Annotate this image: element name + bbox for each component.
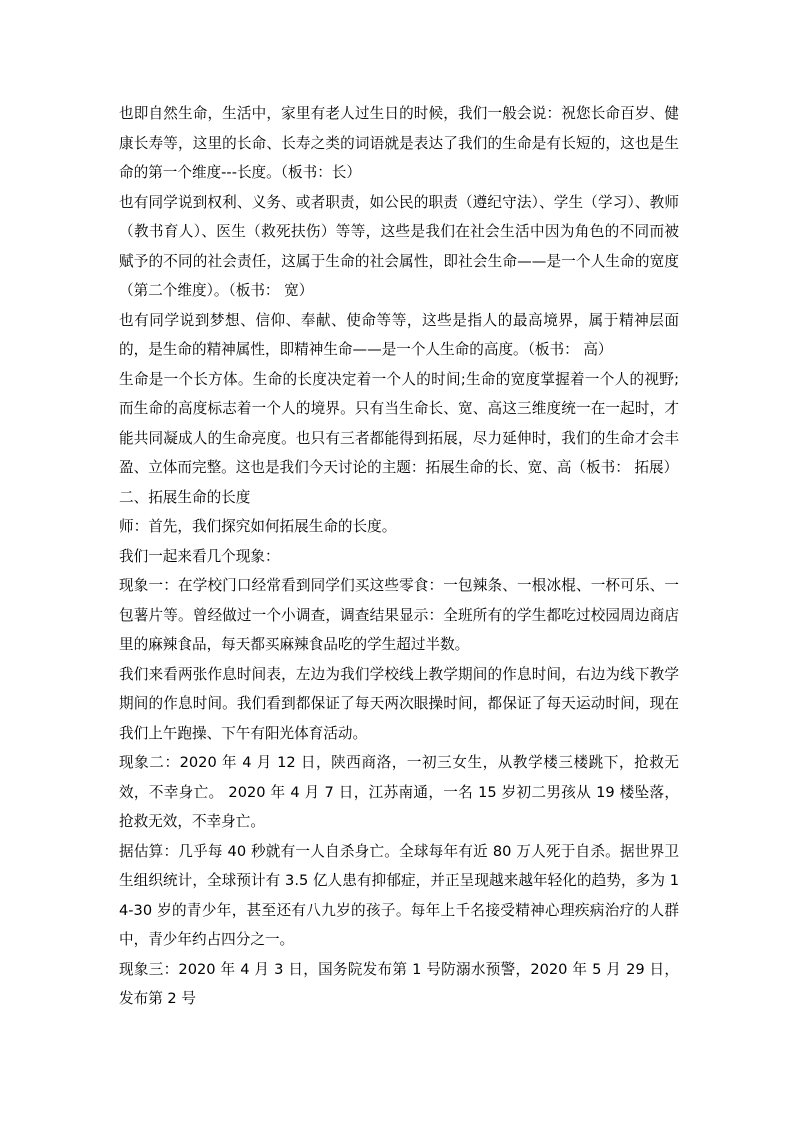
paragraph-estimate: 据估算：几乎每 40 秒就有一人自杀身亡。全球每年有近 80 万人死于自杀。据世界卫生组织统计，全球预计有 3.5 亿人患有抑郁症，并正呈现越来越年轻化的趋势，多为 14-30 岁的青少年，甚至还有八九岁的孩子。每年上千名接受精神心理疾病治疗的人群中，青少年约占四分之一。 bbox=[119, 842, 679, 948]
section-heading: 二、拓展生命的长度 bbox=[119, 488, 251, 506]
paragraph-schedule: 我们来看两张作息时间表，左边为我们学校线上教学期间的作息时间，右边为线下教学期间的作息时间。我们看到都保证了每天两次眼操时间，都保证了每天运动时间，现在我们上午跑操、下午有阳光体育活动。 bbox=[119, 665, 679, 742]
paragraph-phenomena-intro: 我们一起来看几个现象： bbox=[119, 547, 280, 565]
paragraph-phenomenon-two: 现象二：2020 年 4 月 12 日，陕西商洛，一初三女生，从教学楼三楼跳下，抢救无效，不幸身亡。 2020 年 4 月 7 日，江苏南通，一名 15 岁初二男孩从 19 楼坠落，抢救无效，不幸身亡。 bbox=[119, 754, 679, 830]
paragraph-teacher-intro: 师：首先，我们探究如何拓展生命的长度。 bbox=[119, 518, 397, 535]
paragraph-life-cuboid: 生命是一个长方体。生命的长度决定着一个人的时间;生命的宽度掌握着一个人的视野;而生命的高度标志着一个人的境界。只有当生命长、宽、高这三维度统一在一起时，才能共同凝成人的生命亮度。也只有三者都能得到拓展，尽力延伸时，我们的生命才会丰盈、立体而完整。这也是我们今天讨论的主题：拓展生命的长、宽、高（板书： 拓展） bbox=[119, 370, 679, 476]
paragraph-social-life: 也有同学说到权利、义务、或者职责，如公民的职责（遵纪守法）、学生（学习）、教师（教书育人）、医生（救死扶伤）等等，这些是我们在社会生活中因为角色的不同而被赋予的不同的社会责任，这属于生命的社会属性，即社会生命——是一个人生命的宽度（第二个维度）。（板书： 宽） bbox=[119, 193, 679, 299]
paragraph-natural-life: 也即自然生命，生活中，家里有老人过生日的时候，我们一般会说：祝您长命百岁、健康长寿等，这里的长命、长寿之类的词语就是表达了我们的生命是有长短的，这也是生命的第一个维度---长度。（板书：长） bbox=[119, 105, 679, 181]
paragraph-spiritual-life: 也有同学说到梦想、信仰、奉献、使命等等，这些是指人的最高境界，属于精神层面的，是生命的精神属性，即精神生命——是一个人生命的高度。（板书： 高） bbox=[119, 311, 679, 358]
paragraph-phenomenon-three: 现象三：2020 年 4 月 3 日，国务院发布第 1 号防溺水预警，2020 年 5 月 29 日，发布第 2 号 bbox=[119, 960, 679, 1007]
document-body bbox=[119, 99, 679, 1014]
paragraph-phenomenon-one: 现象一：在学校门口经常看到同学们买这些零食：一包辣条、一根冰棍、一杯可乐、一包薯片等。曾经做过一个小调查，调查结果显示：全班所有的学生都吃过校园周边商店里的麻辣食品，每天都买麻辣食品吃的学生超过半数。 bbox=[119, 577, 679, 653]
